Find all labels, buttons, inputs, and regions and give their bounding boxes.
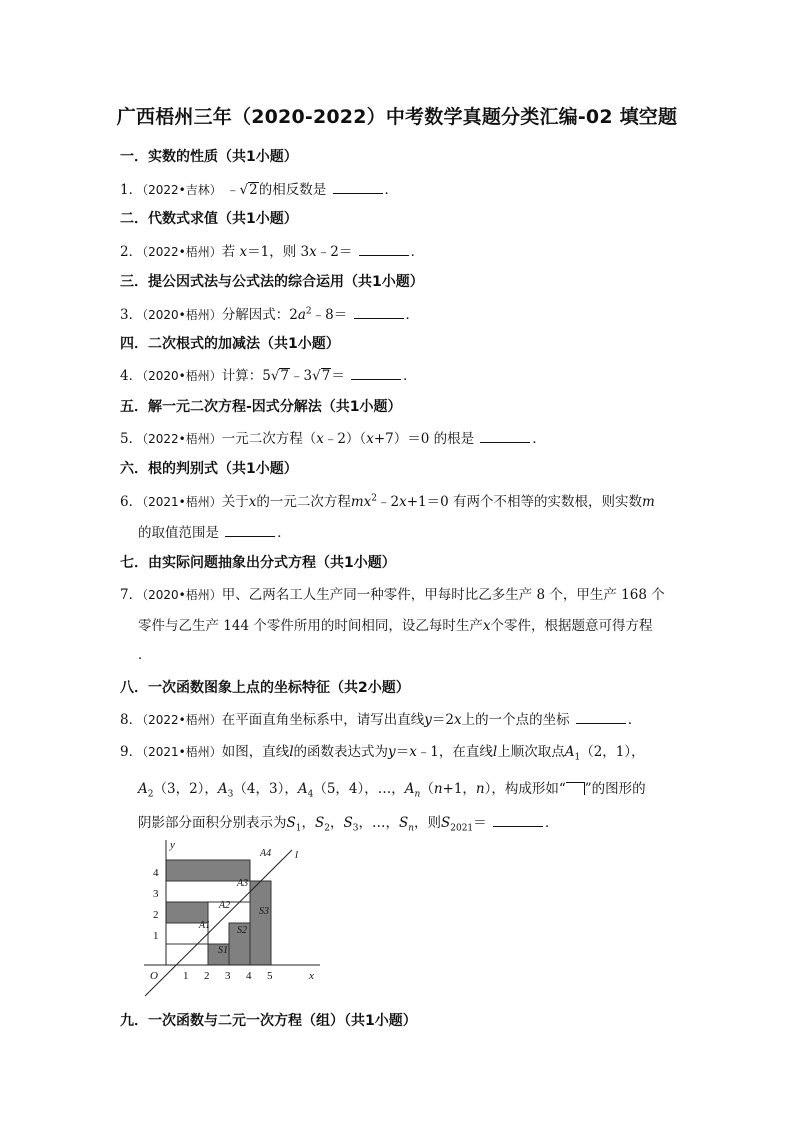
answer-blank[interactable] <box>333 181 383 194</box>
question-3: 3．（2020•梧州）分解因式：$2a^2﹣8=$ ． <box>120 306 419 323</box>
question-6-line-2: 的取值范围是 ． <box>138 525 291 541</box>
area-label-s1: S1 <box>218 945 228 956</box>
answer-blank[interactable] <box>359 243 409 256</box>
sqrt-symbol: √2 <box>239 182 258 198</box>
question-9: 9．（2021•梧州）如图，直线l的函数表达式为y＝x﹣1，在直线l上顺次取点$A_1(2$，1）， <box>120 744 645 763</box>
area-label-s2: S2 <box>237 925 247 936</box>
question-9-line-3: 阴影部分面积分别表示为$S_1$，$S_2$，$S_3$，…，$S_n$，则$S_{2021}=$ ． <box>138 815 559 834</box>
origin-label: O <box>150 970 158 982</box>
x-tick: 1 <box>183 970 189 982</box>
answer-blank[interactable] <box>225 524 275 537</box>
question-6: 6．（2021•梧州）关于x的一元二次方程$mx^2﹣2x+1=0$ 有两个不相等的实数根，则实数m <box>120 493 655 510</box>
section-heading-5: 五．解一元二次方程-因式分解法（共1小题） <box>120 399 402 415</box>
question-4: 4．（2020•梧州）计算：5√7﹣3√7＝ ． <box>120 368 417 384</box>
question-8: 8．（2022•梧州）在平面直角坐标系中，请写出直线y＝2x上的一个点的坐标 ． <box>120 712 642 728</box>
point-label-a3: A3 <box>237 878 249 889</box>
section-heading-4: 四．二次根式的加减法（共1小题） <box>120 336 340 352</box>
x-tick: 3 <box>225 970 231 982</box>
question-7-line-2: 零件与乙生产 144 个零件所用的时间相同，设乙每时生产x个零件，根据题意可得方程 <box>138 618 653 634</box>
y-axis-label: y <box>170 839 175 851</box>
shaded-region-s3 <box>250 881 271 965</box>
answer-blank[interactable] <box>493 814 543 827</box>
section-heading-8: 八．一次函数图象上点的坐标特征（共2小题） <box>120 680 410 696</box>
question-1: 1．（2022•吉林） ﹣√2的相反数是 ． <box>120 182 399 198</box>
question-5: 5．（2022•梧州）一元二次方程（x﹣2）（x+7）＝0 的根是 ． <box>120 431 546 447</box>
section-heading-3: 三．提公因式法与公式法的综合运用（共1小题） <box>120 274 424 290</box>
section-heading-7: 七．由实际问题抽象出分式方程（共1小题） <box>120 555 396 571</box>
question-9-line-2: $A_2(3$，2），$A_3(4$，3），$A_4(5$，4），…，$A_n(n+1$，n），构成形如“ ”的图形的 <box>138 781 646 800</box>
y-tick: 1 <box>153 930 159 942</box>
x-axis-label: x <box>309 970 314 982</box>
section-heading-2: 二．代数式求值（共1小题） <box>120 211 298 227</box>
line-label: l <box>295 849 299 861</box>
point-label-a1: A1 <box>199 920 211 931</box>
corner-shape-icon <box>566 782 585 795</box>
x-tick: 4 <box>246 970 252 982</box>
answer-blank[interactable] <box>354 306 404 319</box>
coordinate-graph <box>140 838 340 998</box>
question-7: 7．（2020•梧州）甲、乙两名工人生产同一种零件，甲每时比乙多生产 8 个，甲生产 168 个 <box>120 587 665 603</box>
answer-blank[interactable] <box>351 367 401 380</box>
question-7-line-3: ． <box>138 647 152 663</box>
x-tick: 2 <box>204 970 210 982</box>
section-heading-9: 九．一次函数与二元一次方程（组）（共1小题） <box>120 1013 417 1029</box>
sqrt-symbol: √7 <box>312 368 331 384</box>
question-2: 2．（2022•梧州）若 x＝1，则 3x﹣2＝ ． <box>120 244 425 260</box>
x-tick: 5 <box>267 970 273 982</box>
y-tick: 3 <box>153 888 159 900</box>
y-tick: 2 <box>153 909 159 921</box>
answer-blank[interactable] <box>576 711 626 724</box>
area-label-s3: S3 <box>259 906 269 917</box>
point-label-a4: A4 <box>260 848 272 859</box>
section-heading-1: 一．实数的性质（共1小题） <box>120 149 298 165</box>
y-tick: 4 <box>153 867 159 879</box>
answer-blank[interactable] <box>480 430 530 443</box>
sqrt-symbol: √7 <box>270 368 290 384</box>
page-title: 广西梧州三年（2020-2022）中考数学真题分类汇编-02 填空题 <box>116 106 678 128</box>
point-label-a2: A2 <box>219 900 231 911</box>
section-heading-6: 六．根的判别式（共1小题） <box>120 461 298 477</box>
